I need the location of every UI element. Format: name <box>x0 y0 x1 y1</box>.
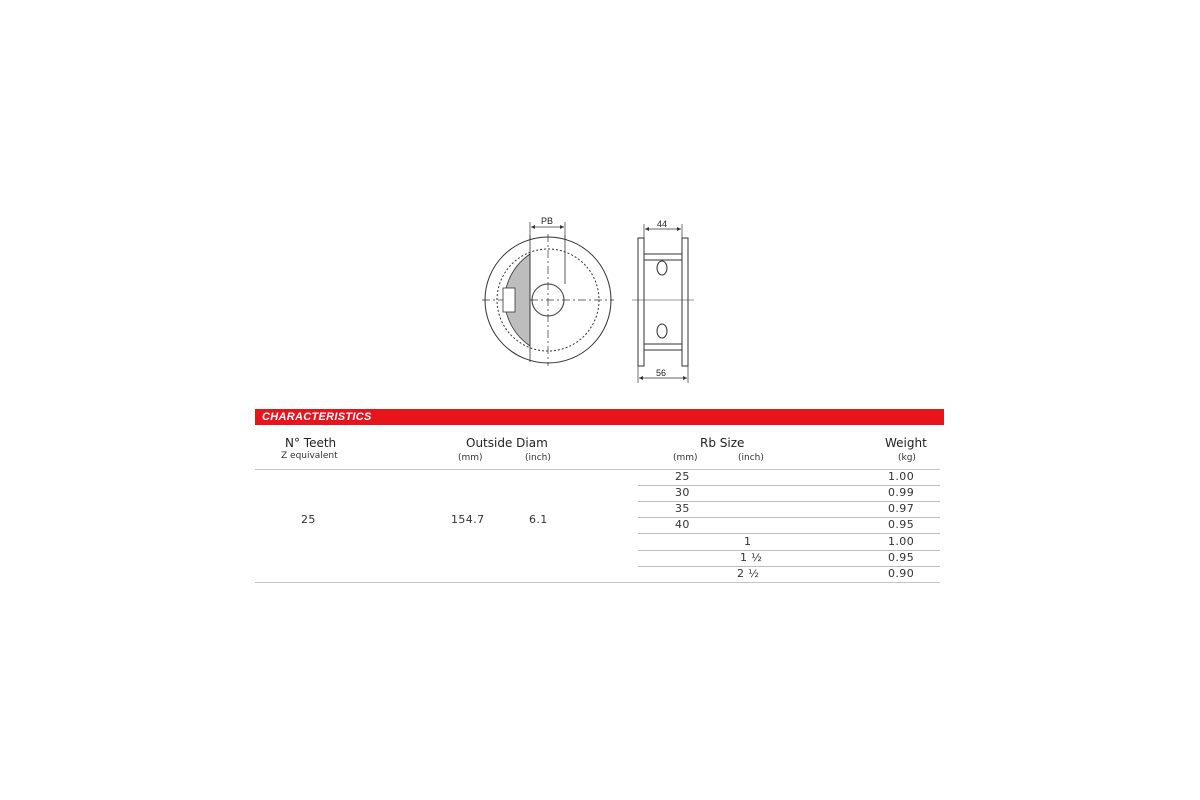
header-od-mm: (mm) <box>458 453 483 463</box>
table-bottom-rule <box>255 582 940 583</box>
header-outside-diam: Outside Diam <box>466 436 548 450</box>
row-mm: 30 <box>675 486 690 499</box>
header-weight: Weight <box>885 436 927 450</box>
row-inch: 1 ½ <box>740 551 763 564</box>
dim-bottom-label: 56 <box>656 368 667 378</box>
row-weight: 0.95 <box>888 518 915 531</box>
row-mm: 35 <box>675 502 690 515</box>
sprocket-technical-drawing <box>475 210 715 385</box>
header-od-inch: (inch) <box>525 453 551 463</box>
header-rb-size: Rb Size <box>700 436 745 450</box>
row-weight: 0.90 <box>888 567 915 580</box>
row-divider <box>638 533 940 534</box>
section-title: CHARACTERISTICS <box>262 411 372 423</box>
od-inch-value: 6.1 <box>529 513 548 526</box>
header-weight-unit: (kg) <box>898 453 916 463</box>
row-inch: 1 <box>744 535 752 548</box>
header-rb-inch: (inch) <box>738 453 764 463</box>
header-teeth-sub: Z equivalent <box>281 451 338 461</box>
row-mm: 25 <box>675 470 690 483</box>
dim-top-label: 44 <box>657 219 668 229</box>
row-mm: 40 <box>675 518 690 531</box>
row-inch: 2 ½ <box>737 567 760 580</box>
dim-pb-label: PB <box>541 216 554 226</box>
header-divider <box>255 469 940 470</box>
row-weight: 0.99 <box>888 486 915 499</box>
teeth-value: 25 <box>301 513 316 526</box>
header-teeth: N° Teeth <box>285 436 337 450</box>
front-view <box>482 222 614 366</box>
row-weight: 1.00 <box>888 470 915 483</box>
row-weight: 1.00 <box>888 535 915 548</box>
characteristics-bar <box>255 409 944 425</box>
header-rb-mm: (mm) <box>673 453 698 463</box>
od-mm-value: 154.7 <box>451 513 485 526</box>
row-weight: 0.95 <box>888 551 915 564</box>
side-view <box>632 224 694 383</box>
row-weight: 0.97 <box>888 502 915 515</box>
